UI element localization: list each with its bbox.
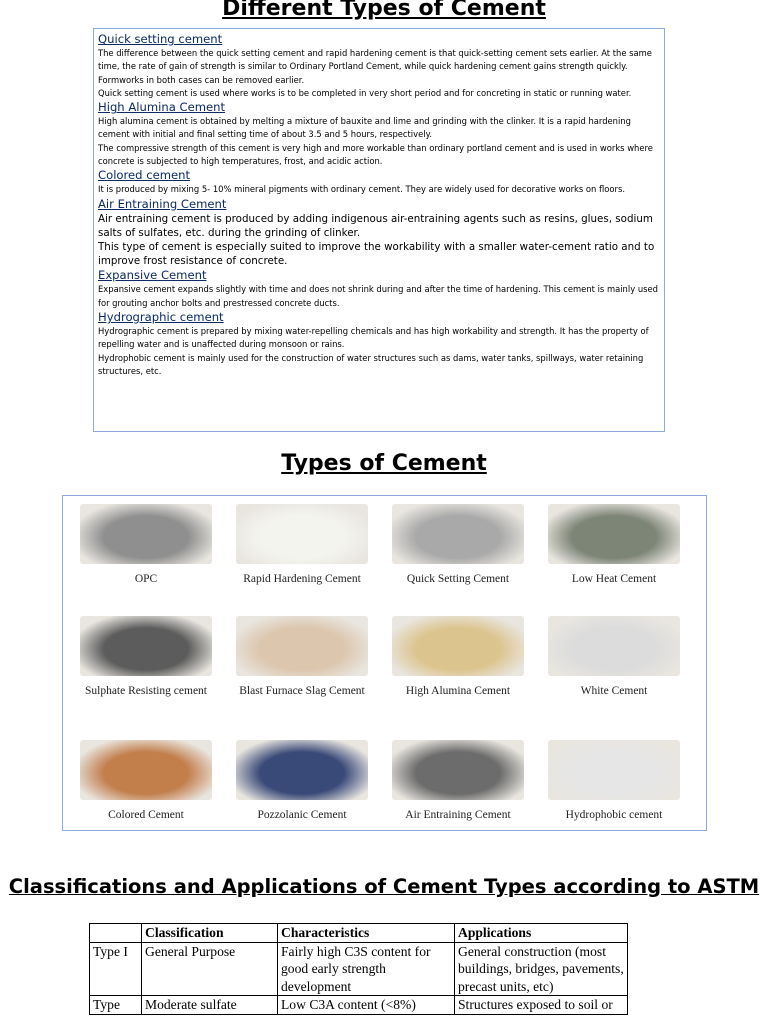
types-title: Types of Cement: [281, 451, 487, 476]
gallery-item: [535, 616, 693, 698]
cement-section: [98, 32, 660, 100]
cement-photo: [236, 504, 368, 564]
main-title: Different Types of Cement: [222, 0, 546, 21]
cement-gallery: [62, 495, 707, 831]
gallery-caption: Low Heat Cement: [571, 573, 657, 585]
cement-photo: [80, 740, 212, 800]
gallery-caption: Sulphate Resisting cement: [84, 685, 207, 697]
table-header: Classification: [142, 924, 278, 943]
table-cell: General Purpose: [142, 942, 278, 996]
cement-photo: [236, 740, 368, 800]
astm-title: Classifications and Applications of Cement Types according to ASTM: [8, 875, 760, 898]
cement-photo: [392, 504, 524, 564]
section-paragraph: High alumina cement is obtained by melting a mixture of bauxite and lime and grinding with the clinker. It is a rapid hardening cement with initial and final setting time of about 3.5 and 5 hours, respectively.: [98, 116, 631, 140]
section-paragraph: Hydrographic cement is prepared by mixing water-repelling chemicals and has high workability and strength. It has the property of repelling water and is unaffected during monsoon or rains.: [98, 326, 649, 350]
cement-section: [98, 197, 660, 269]
cement-section: [98, 100, 660, 168]
section-heading: High Alumina Cement: [98, 100, 226, 115]
gallery-item: [67, 504, 225, 586]
table-header: Applications: [455, 924, 628, 943]
gallery-caption: High Alumina Cement: [405, 685, 511, 697]
table-cell: Low C3A content (<8%): [278, 996, 455, 1015]
section-paragraph: Hydrophobic cement is mainly used for the construction of water structures such as dams, water tanks, spillways, water retaining structures, etc.: [98, 352, 644, 376]
cement-photo: [80, 504, 212, 564]
table-cell: Fairly high C3S content for good early strength development: [278, 942, 455, 996]
gallery-caption: Blast Furnace Slag Cement: [239, 685, 365, 697]
cement-photo: [548, 504, 680, 564]
table-cell: Moderate sulfate: [142, 996, 278, 1015]
cement-section: [98, 168, 660, 196]
gallery-caption: Pozzolanic Cement: [257, 809, 347, 821]
table-cell: General construction (most buildings, bridges, pavements, precast units, etc): [455, 942, 628, 996]
section-heading: Expansive Cement: [98, 268, 207, 283]
section-heading: Quick setting cement: [98, 32, 223, 46]
table-cell: Type I: [90, 942, 142, 996]
gallery-item: [535, 504, 693, 586]
gallery-item: [379, 504, 537, 586]
cement-section: [98, 268, 660, 310]
gallery-item: [67, 740, 225, 822]
cement-photo: [392, 740, 524, 800]
section-heading: Hydrographic cement: [98, 310, 224, 325]
table-header-row: [90, 924, 628, 943]
table-row: [90, 942, 628, 996]
table-row: [90, 996, 628, 1015]
gallery-item: [223, 616, 381, 698]
section-paragraph: This type of cement is especially suited to improve the workability with a smaller water-cement ratio and to improve frost resistance of concrete.: [98, 241, 655, 268]
gallery-item: [379, 740, 537, 822]
gallery-caption: Colored Cement: [108, 809, 184, 821]
section-paragraph: Quick setting cement is used where works is to be completed in very short period and for concreting in static or running water.: [98, 87, 632, 98]
gallery-item: [379, 616, 537, 698]
gallery-caption: Rapid Hardening Cement: [243, 573, 361, 585]
gallery-caption: Air Entraining Cement: [405, 809, 511, 821]
cement-photo: [392, 616, 524, 676]
section-paragraph: Expansive cement expands slightly with time and does not shrink during and after the time of hardening. This cement is mainly used for grouting anchor bolts and prestressed concrete ducts.: [98, 284, 658, 308]
astm-table: [89, 923, 628, 1015]
gallery-item: [535, 740, 693, 822]
section-paragraph: The difference between the quick setting cement and rapid hardening cement is that quick-setting cement sets earlier. At the same time, the rate of gain of strength is similar to Ordinary Portland Cement, while quick hardening cement gains strength quickly. Formworks in both cases can be removed earlier.: [98, 48, 652, 85]
section-heading: Air Entraining Cement: [98, 196, 227, 211]
gallery-caption: Hydrophobic cement: [565, 809, 663, 821]
section-paragraph: It is produced by mixing 5- 10% mineral pigments with ordinary cement. They are widely used for decorative works on floors.: [98, 184, 625, 195]
cement-photo: [548, 616, 680, 676]
table-cell: Structures exposed to soil or: [455, 996, 628, 1015]
gallery-caption: OPC: [134, 573, 158, 585]
cement-photo: [236, 616, 368, 676]
table-cell: Type: [90, 996, 142, 1015]
cement-photo: [80, 616, 212, 676]
gallery-caption: White Cement: [580, 685, 648, 697]
gallery-item: [223, 504, 381, 586]
cement-section: [98, 310, 660, 378]
table-header: [90, 924, 142, 943]
section-heading: Colored cement: [98, 168, 191, 183]
section-paragraph: Air entraining cement is produced by adding indigenous air-entraining agents such as resins, glues, sodium salts of sulfates, etc. during the grinding of clinker.: [98, 212, 653, 239]
gallery-caption: Quick Setting Cement: [406, 573, 510, 585]
cement-photo: [548, 740, 680, 800]
gallery-item: [67, 616, 225, 698]
table-header: Characteristics: [278, 924, 455, 943]
section-paragraph: The compressive strength of this cement is very high and more workable than ordinary portland cement and is used in works where concrete is subjected to high temperatures, frost, and acidic action.: [98, 142, 653, 167]
gallery-item: [223, 740, 381, 822]
cement-descriptions-box: [93, 28, 665, 432]
